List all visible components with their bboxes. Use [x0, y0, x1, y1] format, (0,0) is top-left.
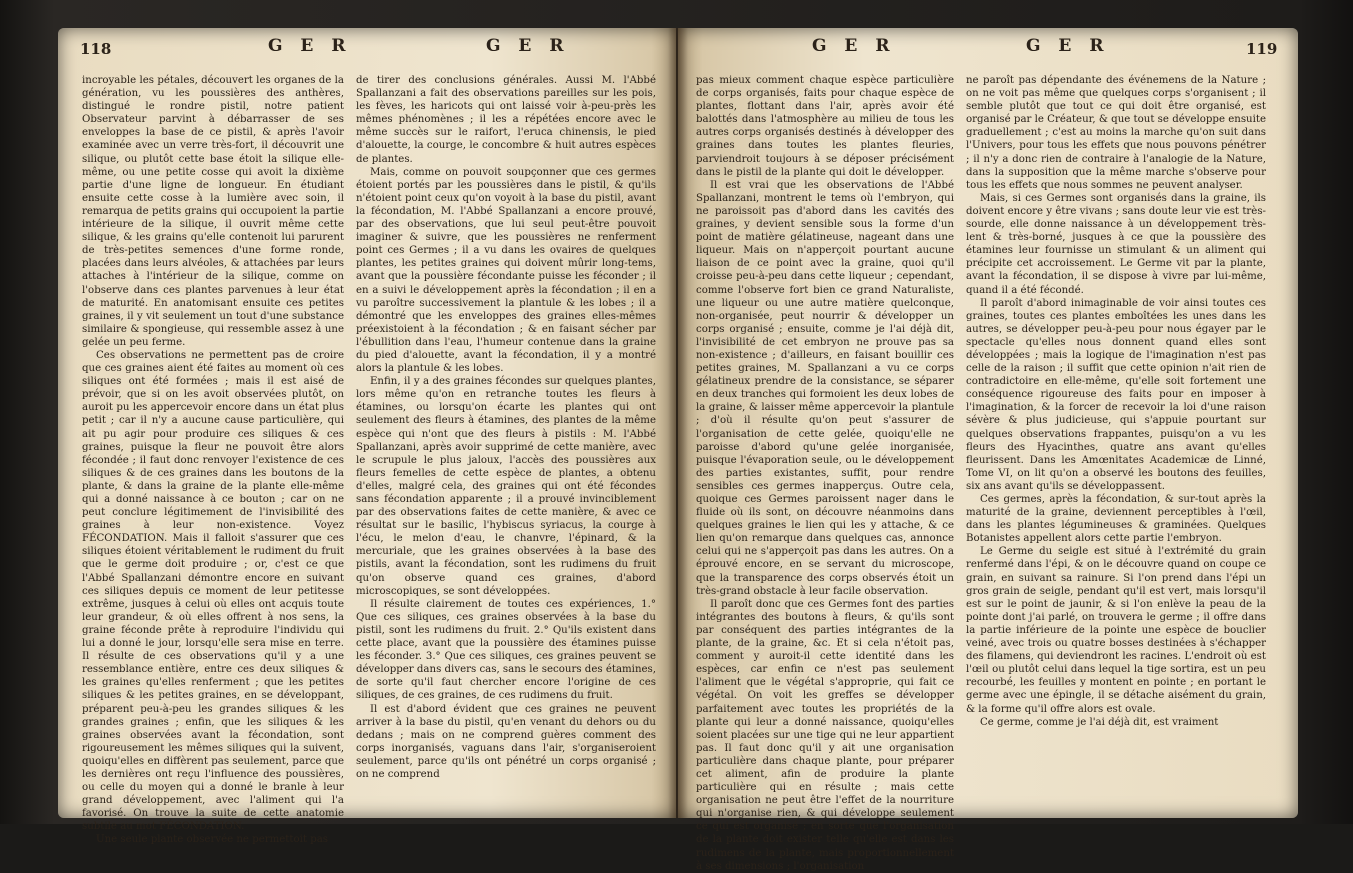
paragraph: Ces germes, après la fécondation, & sur-tout après la maturité de la graine, deviennent perceptibles à l'œil, dans les plantes légumineuses & graminées. Quelques Botanistes appellent alors cette partie l'embryon.	[966, 494, 1266, 545]
paragraph: Ce germe, comme je l'ai déjà dit, est vraiment	[980, 716, 1219, 728]
paragraph: Il est d'abord évident que ces graines ne peuvent arriver à la base du pistil, qu'en venant du dehors ou du dedans ; mais on ne comprend guères comment des corps inorganisés, vaguans dans l'air, s'organiseroient seulement, parce qu'ils ont pénétré un corps organisé ; on ne comprend	[356, 703, 656, 780]
paragraph: Mais, si ces Germes sont organisés dans la graine, ils doivent encore y être vivans ; sans doute leur vie est très-sourde, elle donne naissance à un développement très-lent & très-borné, jusques à ce que la poussière des étamines leur fournisse un stimulant & un aliment qui précipite cet accroissement. Le Germe vit par la plante, avant la fécondation, il se dispose à vivre par lui-même, quand il a été fécondé.	[966, 192, 1266, 296]
paragraph: Mais, comme on pouvoit soupçonner que ces germes étoient portés par les poussières dans le pistil, & qu'ils n'étoient point ceux qu'on voyoit à la base du pistil, avant la fécondation, M. l'Abbé Spallanzani a encore prouvé, par des observations, que lui seul peut-être pouvoit imaginer & suivre, que les poussières ne renferment point ces Germes ; il a vu dans les ovaires de quelques plantes, les petites graines qui doivent mûrir long-tems, avant que la poussière fécondante puisse les féconder ; il en a suivi le développement après la fécondation ; il en a vu paroître successivement la plantule & les lobes ; il a démontré que les enveloppes des graines elles-mêmes préexistoient à la fécondation ; & en faisant sécher par l'ébullition dans l'eau, l'humeur contenue dans la graine du pied d'alouette, avant la fécondation, il y a montré alors la plantule & les lobes.	[356, 166, 656, 375]
paragraph: pas mieux comment chaque espèce particulière de corps organisés, faits pour chaque espèce de plantes, flottant dans l'air, après avoir été balottés dans l'atmosphère au milieu de tous les autres corps organisés destinés à développer des graines dans toutes les plantes fleuries, parviendroit toujours à se déposer précisément dans le pistil de la plante qui doit le développer.	[696, 75, 954, 178]
paragraph: Enfin, il y a des graines fécondes sur quelques plantes, lors même qu'on en retranche toutes les fleurs à étamines, ou lorsqu'on écarte les plantes qui ont seulement des fleurs à étamines, des plantes de la même espèce qui n'ont que des fleurs à pistils : M. l'Abbé Spallanzani, après avoir supprimé de cette manière, avec le scrupule le plus jaloux, l'accès des poussières aux fleurs femelles de cette espèce de plantes, a obtenu d'elles, malgré cela, des graines qui ont été fécondes sans fécondation apparente ; il a prouvé invinciblement par des observations faites de cette manière, & avec ce résultat sur le basilic, l'hybiscus syriacus, la courge à l'écu, le melon d'eau, le chanvre, l'épinard, & la mercuriale, que les graines observées à la base des pistils, avant la fécondation, sont les rudimens du fruit qu'on observe quand ces graines, d'abord microscopiques, se sont développées.	[356, 376, 656, 597]
left-header-right: G E R	[486, 36, 570, 56]
paragraph: incroyable les pétales, découvert les organes de la génération, vu les poussières des anthères, distingué le rondre pistil, notre patient Observateur parvint à débarrasser de ses enveloppes la base de ce pistil, & après l'avoir examinée avec un verre très-fort, il découvrit une silique, ou plutôt cette base étoit la silique elle-même, ou une petite cosse qui avoit la dixième partie d'une ligne de longueur. En étudiant ensuite cette cosse à la lumière avec soin, il remarqua de petits grains qui occupoient la partie intérieure de la silique, il ouvrit même cette silique, & les grains qu'elle contenoit lui parurent de très-petites semences d'une forme ronde, placées dans leurs alvéoles, & attachées par leurs attaches à l'intérieur de la silique, comme on l'observe dans ces plantes parvenues à leur état de maturité. En anatomisant ensuite ces petites graines, il y vit seulement un tout d'une substance similaire & spongieuse, qui ressemble assez à une gelée un peu ferme.	[82, 75, 344, 348]
right-header-left: G E R	[812, 36, 896, 56]
right-column-2	[966, 74, 1266, 800]
paragraph: Il paroît d'abord inimaginable de voir ainsi toutes ces graines, toutes ces plantes emboîtées les unes dans les autres, se développer peu-à-peu pour nous égayer par le spectacle qu'elles nous donnent quand elles sont développées ; mais la logique de l'imagination n'est pas celle de la raison ; il suffit que cette opinion n'ait rien de contradictoire en elle-même, qu'elle soit fortement une conséquence rigoureuse des faits pour en imposer à l'imagination, & la forcer de recevoir la loi d'une raison sévère & plus judicieuse, qui s'appuie pourtant sur quelques observations frappantes, puisqu'on a vu les fleurs des Hyacinthes, quatre ans avant qu'elles fleurissent. Dans les Amœnitates Academicæ de Linné, Tome VI, on lit qu'on a observé les boutons des feuilles, six ans avant qu'ils se développassent.	[966, 297, 1266, 492]
paragraph: Il résulte clairement de toutes ces expériences, 1.° Que ces siliques, ces graines observées à la base du pistil, sont les rudimens du fruit. 2.° Qu'ils existent dans cette place, avant que la poussière des étamines puisse les féconder. 3.° Que ces siliques, ces graines peuvent se développer dans divers cas, sans le secours des étamines, de sorte qu'il faut chercher encore l'origine de ces siliques, de ces graines, de ces rudimens du fruit.	[356, 598, 656, 702]
paragraph: de tirer des conclusions générales. Aussi M. l'Abbé Spallanzani a fait des observations pareilles sur les pois, les fèves, les haricots qui ont laissé voir à-peu-près les mêmes phénomènes ; il les a répétées encore avec le même succès sur le raifort, l'eruca chinensis, le pied d'alouette, la courge, le concombre & huit autres espèces de plantes.	[356, 75, 656, 165]
paragraph: Ces observations ne permettent pas de croire que ces graines aient été faites au moment où ces siliques ont été formées ; mais il est aisé de prévoir, que si on les avoit observées plutôt, on auroit pu les appercevoir encore dans un état plus petit ; car il n'y a aucune cause particulière, qui ait pu agir pour produire ces siliques & ces graines, puisque la fleur ne pouvoit être alors fécondée ; il faut donc renvoyer l'existence de ces siliques & de ces graines dans les boutons de la plante, & dans la graine de la plante elle-même qui a donné naissance à ce bouton ; car on ne peut conclure légitimement de l'invisibilité des graines à leur non-existence. Voyez FÉCONDATION. Mais il falloit s'assurer que ces siliques étoient véritablement le rudiment du fruit que le germe doit produire ; or, c'est ce que l'Abbé Spallanzani démontre encore en suivant ces siliques depuis ce moment de leur petitesse extrême, jusques à celui où elles ont acquis toute leur grandeur, & où elles offrent à nos sens, la graine féconde prête à reproduire l'individu qui lui a donné le jour, lorsqu'elle sera mise en terre. Il résulte de ces observations qu'il y a une ressemblance entière, entre ces deux siliques & les graines qu'elles renferment ; que les petites siliques & les petites graines, en se développant, préparent peu-à-peu les grandes siliques & les grandes graines ; enfin, que les siliques & les graines observées avant la fécondation, sont rigoureusement les mêmes siliques qui la suivent, quoiqu'elles en diffèrent pas seulement, parce que les dernières ont reçu l'influence des poussières, ou celle du moyen qui a donné le branle à leur grand développement, avec l'aliment qui l'a favorisé. On trouve la suite de cette anatomie subtile au mot FÉCONDATION.	[82, 349, 344, 833]
paragraph: Une seule plante observée ne permettoit pas	[96, 834, 329, 846]
paragraph: Il est vrai que les observations de l'Abbé Spallanzani, montrent le tems où l'embryon, qui ne paroissoit pas d'abord dans les cavités des graines, y devient sensible sous la forme d'un point de matière gélatineuse, nageant dans une liqueur. Mais on n'apperçoit pourtant aucune liaison de ce point avec la graine, quoi qu'il croisse peu-à-peu dans cette liqueur ; cependant, comme l'observe fort bien ce grand Naturaliste, une liqueur ou une autre matière quelconque, non-organisée, peut nourrir & développer un corps organisé ; ensuite, comme je l'ai déjà dit, l'invisibilité de cet embryon ne prouve pas sa non-existence ; d'ailleurs, en faisant bouillir ces petites graines, M. Spallanzani a vu ce corps gélatineux prendre de la consistance, se séparer en deux tranches qui formoient les deux lobes de la graine, & laisser même appercevoir la plantule ; d'où il résulte qu'on peut s'assurer de l'organisation de cette gelée, quoiqu'elle ne paroisse d'abord qu'une gelée inorganisée, puisque l'évaporation seule, ou le développement des parties existantes, suffit, pour rendre sensibles ces germes inapperçus. Outre cela, quoique ces Germes paroissent nager dans le fluide où ils sont, on découvre néanmoins dans quelques graines le lien qui les y attache, & ce lien qu'on remarque dans quelques cas, annonce celui qui ne s'apperçoit pas dans les autres. On a éprouvé encore, en se servant du microscope, que la transparence des corps observés étoit un très-grand obstacle à leur facile observation.	[696, 179, 954, 597]
left-page-number: 118	[80, 40, 112, 58]
right-page-number: 119	[1246, 40, 1278, 58]
paragraph: Le Germe du seigle est situé à l'extrémité du grain renfermé dans l'épi, & on le découvre quand on coupe ce grain, en suivant sa rainure. Si l'on prend dans l'épi un gros grain de seigle, pendant qu'il est vert, mais lorsqu'il est sur le point de jaunir, & si l'on enlève la peau de la pointe dont j'ai parlé, on trouvera le germe ; il offre dans la partie inférieure de la pointe une espèce de bouclier veiné, avec trois ou quatre bosses destinées à s'échapper des filamens, qui deviendront les racines. L'endroit où est l'œil ou plutôt celui dans lequel la tige sortira, est un peu recourbé, les feuilles y montent en pointe ; en portant le germe avec une épingle, il se détache aisément du grain, & la forme qu'il offre alors est ovale.	[966, 546, 1266, 715]
paragraph: ne paroît pas dépendante des événemens de la Nature ; on ne voit pas même que quelques corps s'organisent ; il semble plutôt que tout ce qui doit être organisé, est organisé par le Créateur, & que tout se développe ensuite graduellement ; c'est au moins la marche qu'on suit dans l'Univers, pour tous les effets que nous pouvons pénétrer ; il n'y a donc rien de contraire à l'analogie de la Nature, dans la supposition que la même marche s'observe pour tous les effets que nous sommes ne peuvent analyser.	[966, 75, 1266, 191]
left-column-2	[356, 74, 656, 800]
left-header-left: G E R	[268, 36, 352, 56]
paragraph: Il paroît donc que ces Germes font des parties intégrantes des boutons à fleurs, & qu'ils sont par conséquent des parties intégrantes de la plante, de la graine, &c. Et si cela n'étoit pas, comment y auroit-il cette identité dans les espèces, car enfin ce n'est pas seulement l'aliment que le végétal s'approprie, qui fait ce végétal. On voit les greffes se développer parfaitement avec toutes les propriétés de la plante qui leur a donné naissance, quoiqu'elles soient placées sur une tige qui ne leur appartient pas. Il faut donc qu'il y ait une organisation particulière dans chaque plante, pour préparer cet aliment, afin de produire la plante particulière qui en résulte ; mais cette organisation ne peut être l'effet de la nourriture qui n'organise rien, & qui développe seulement ce qui est organisé ; en sorte que l'organisation de la plante doit exister telle qu'elle est dans les rudimens de la plante, mais proportionnellement à ses dimensions ; l'organisation	[696, 598, 954, 872]
left-column-1	[82, 74, 344, 846]
right-column-1	[696, 74, 954, 872]
book-gutter	[668, 28, 688, 818]
right-header-right: G E R	[1026, 36, 1110, 56]
